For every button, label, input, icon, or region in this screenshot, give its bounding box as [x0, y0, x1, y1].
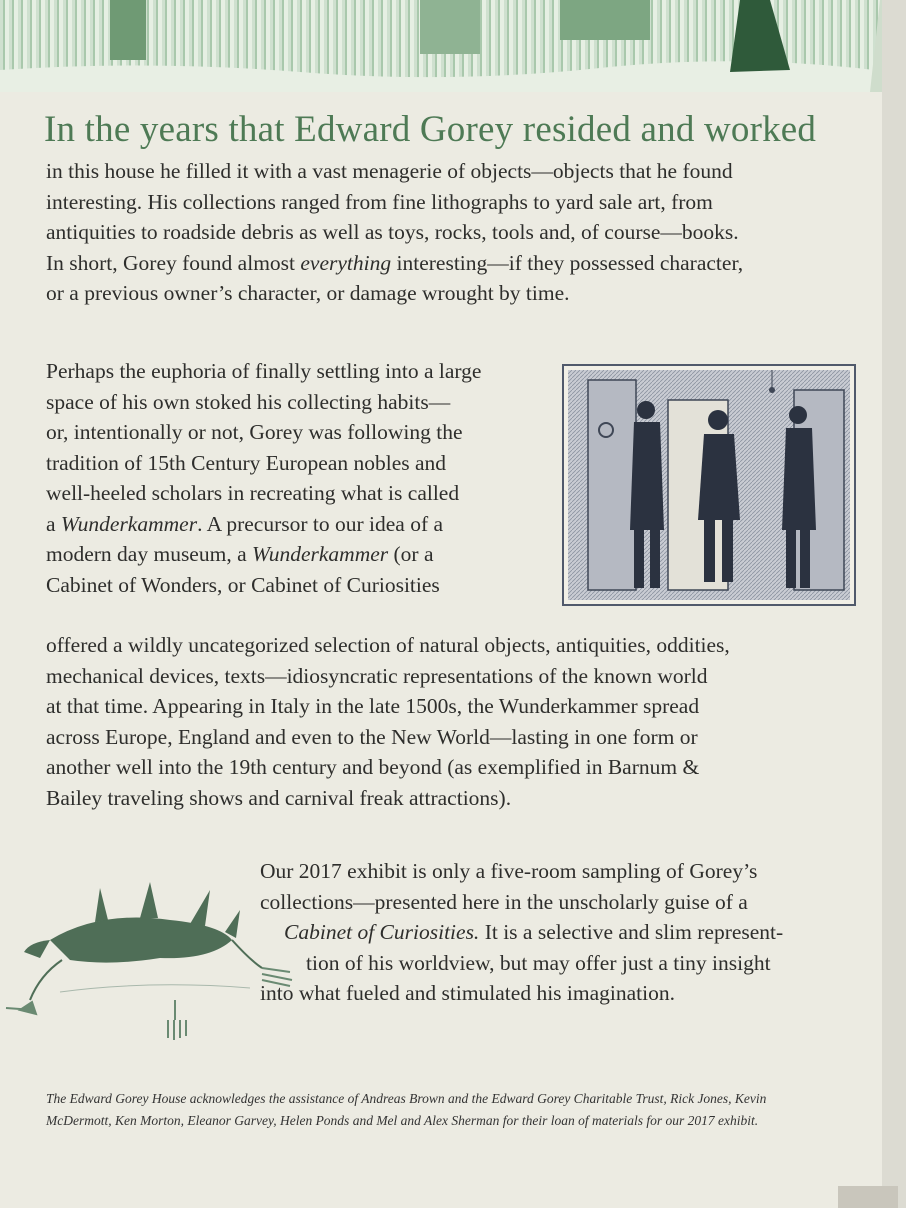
text-line: at that time. Appearing in Italy in the late 1500s, the Wunderkammer spread	[46, 694, 700, 718]
text-line: or a previous owner’s character, or damage wrought by time.	[46, 281, 570, 305]
text-line: across Europe, England and even to the New World—lasting in one form or	[46, 724, 698, 749]
text-line: Bailey traveling shows and carnival freak attractions).	[46, 785, 512, 810]
credit-line: The Edward Gorey House acknowledges the assistance of Andreas Brown and the Edward Gorey Charitable Trust, Rick Jones, Kevin	[46, 1091, 767, 1106]
engraving-scene	[0, 0, 906, 92]
text-line: Perhaps the euphoria of finally settling into a large	[46, 359, 482, 383]
text-fragment: interesting—if they possessed character,	[391, 250, 744, 275]
cat-drawing	[0, 880, 300, 1050]
text-line: another well into the 19th century and beyond (as exemplified in Barnum &	[46, 755, 700, 779]
term-wunderkammer: Wunderkammer	[60, 511, 198, 536]
paragraph-exhibit	[260, 856, 840, 1009]
text-line: antiquities to roadside debris as well as toys, rocks, tools and, of course—books.	[46, 220, 739, 244]
text-line: interesting. His collections ranged from fine lithographs to yard sale art, from	[46, 189, 713, 214]
text-line: well-heeled scholars in recreating what is called	[46, 481, 460, 505]
paragraph-wunderkammer-continued	[46, 630, 862, 813]
page-heading: In the years that Edward Gorey resided and worked	[44, 109, 817, 150]
emphasis-everything: everything	[300, 250, 392, 275]
text-fragment: In short, Gorey found almost	[46, 250, 301, 275]
page-edge	[882, 0, 906, 1208]
acknowledgements	[46, 1088, 846, 1132]
term-wunderkammer: Wunderkammer	[252, 542, 389, 566]
text-line: Our 2017 exhibit is only a five-room sampling of Gorey’s	[260, 859, 758, 883]
text-line: collections—presented here in the unscholarly guise of a	[260, 889, 748, 914]
text-fragment: It is a selective and slim represent-	[479, 920, 784, 944]
text-line: offered a wildly uncategorized selection of natural objects, antiquities, oddities,	[46, 633, 730, 657]
paragraph-wunderkammer-start	[46, 356, 528, 600]
top-engraving-banner	[0, 0, 906, 92]
text-line: Cabinet of Wonders, or Cabinet of Curiosities	[46, 572, 440, 597]
illustration-three-gentlemen	[568, 370, 850, 600]
text-line: tradition of 15th Century European nobles and	[46, 450, 447, 475]
cat-with-tassels-illustration	[0, 880, 300, 1055]
text-line: into what fueled and stimulated his imagination.	[260, 981, 675, 1005]
corner-label-fragment	[838, 1186, 898, 1208]
text-fragment: (or a	[388, 542, 434, 566]
text-line: tion of his worldview, but may offer just a tiny insight	[306, 950, 771, 975]
text-fragment: modern day museum, a	[46, 542, 252, 566]
credit-line: McDermott, Ken Morton, Eleanor Garvey, Helen Ponds and Mel and Alex Sherman for their loan of materials for our 2017 exhibit.	[46, 1113, 759, 1128]
text-line: mechanical devices, texts—idiosyncratic representations of the known world	[46, 663, 708, 688]
paragraph-intro	[46, 156, 866, 309]
text-fragment: a	[46, 511, 61, 536]
text-line: or, intentionally or not, Gorey was following the	[46, 420, 463, 444]
text-line: space of his own stoked his collecting habits—	[46, 389, 451, 414]
text-fragment	[260, 920, 783, 944]
term-cabinet-of-curiosities: Cabinet of Curiosities.	[284, 920, 480, 944]
text-line: in this house he filled it with a vast menagerie of objects—objects that he found	[46, 159, 733, 183]
gorey-illustration-frame	[562, 364, 856, 606]
text-fragment: . A precursor to our idea of a	[197, 511, 444, 536]
